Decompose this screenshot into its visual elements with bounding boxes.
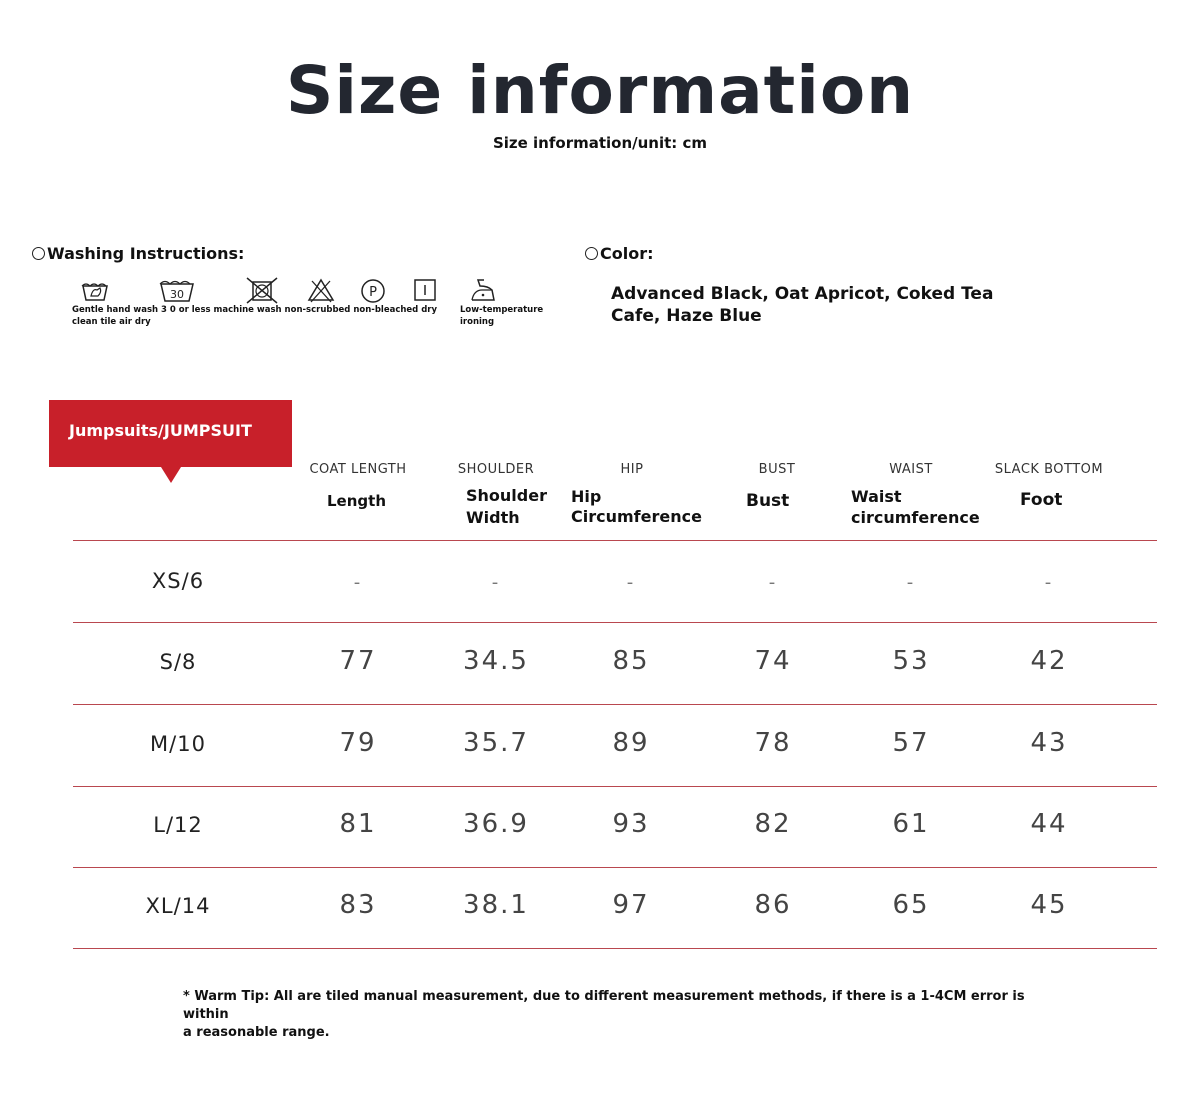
table-cell: 57 <box>892 728 930 758</box>
page-subtitle: Size information/unit: cm <box>492 134 708 152</box>
washing-text-line2: clean tile air dry <box>72 317 151 327</box>
category-tag: Jumpsuits/JUMPSUIT <box>49 400 292 467</box>
table-cell: 89 <box>612 728 650 758</box>
table-cell: 44 <box>1030 809 1068 839</box>
table-cell: - <box>353 572 363 593</box>
washing-icons <box>72 276 562 336</box>
row-size-label: XL/14 <box>145 894 211 918</box>
svg-text:30: 30 <box>170 288 184 301</box>
divider-line <box>73 540 1157 541</box>
col-head-coat-length: COAT LENGTH <box>309 462 407 477</box>
table-cell: 36.9 <box>463 809 529 839</box>
tag-pointer <box>161 467 181 483</box>
table-cell: 45 <box>1030 890 1068 920</box>
col-sub-hip-1: Hip <box>571 487 602 506</box>
table-cell: - <box>768 572 778 593</box>
iron-text-line2: ironing <box>460 317 495 327</box>
table-cell: 85 <box>612 646 650 676</box>
no-tumble-scrub-icon <box>244 276 280 304</box>
table-cell: 86 <box>754 890 792 920</box>
no-bleach-icon <box>306 276 336 304</box>
row-size-label: M/10 <box>150 732 206 756</box>
bullet-circle-icon <box>585 247 598 260</box>
table-cell: 34.5 <box>463 646 529 676</box>
table-cell: 82 <box>754 809 792 839</box>
col-sub-length: Length <box>327 492 386 510</box>
col-head-hip: HIP <box>620 462 644 477</box>
warm-tip <box>183 988 1043 1042</box>
col-sub-waist-2: circumference <box>851 508 980 527</box>
divider-line <box>73 867 1157 868</box>
table-cell: 61 <box>892 809 930 839</box>
table-cell: - <box>626 572 636 593</box>
table-cell: - <box>906 572 916 593</box>
col-sub-foot: Foot <box>1020 490 1063 510</box>
line-dry-icon <box>410 276 440 304</box>
col-head-slack-bottom: SLACK BOTTOM <box>994 462 1104 477</box>
washing-text-line1: Gentle hand wash 3 0 or less machine wash non-scrubbed non-bleached dry <box>72 305 438 315</box>
col-head-bust: BUST <box>758 462 796 477</box>
col-head-shoulder: SHOULDER <box>457 462 535 477</box>
col-sub-bust: Bust <box>746 491 790 511</box>
warm-tip-line2: a reasonable range. <box>183 1025 330 1040</box>
dry-clean-p-icon <box>358 276 388 304</box>
table-cell: 97 <box>612 890 650 920</box>
table-cell: 43 <box>1030 728 1068 758</box>
divider-line <box>73 948 1157 949</box>
table-cell: 65 <box>892 890 930 920</box>
table-cell: 78 <box>754 728 792 758</box>
table-cell: 93 <box>612 809 650 839</box>
washing-label <box>32 244 244 263</box>
table-cell: 79 <box>339 728 377 758</box>
table-cell: 81 <box>339 809 377 839</box>
table-cell: 53 <box>892 646 930 676</box>
low-temperature-iron-icon <box>468 276 498 304</box>
hand-wash-icon <box>80 276 110 304</box>
divider-line <box>73 786 1157 787</box>
col-sub-shoulder-2: Width <box>466 508 520 527</box>
machine-wash-30-icon <box>158 276 196 304</box>
color-value: Advanced Black, Oat Apricot, Coked Tea Cafe, Haze Blue <box>611 284 994 326</box>
row-size-label: XS/6 <box>151 569 205 593</box>
warm-tip-line1: * Warm Tip: All are tiled manual measurement, due to different measurement methods, if there is a 1-4CM error is within <box>183 989 1025 1022</box>
row-size-label: S/8 <box>159 650 197 674</box>
divider-line <box>73 622 1157 623</box>
page-title: Size information <box>285 52 915 129</box>
table-cell: - <box>491 572 501 593</box>
table-cell: 35.7 <box>463 728 529 758</box>
color-label <box>585 244 654 263</box>
col-sub-shoulder-1: Shoulder <box>466 486 547 505</box>
table-cell: 42 <box>1030 646 1068 676</box>
color-label-text: Color: <box>600 244 654 263</box>
row-size-label: L/12 <box>153 813 203 837</box>
washing-label-text: Washing Instructions: <box>47 244 245 263</box>
col-sub-hip-2: Circumference <box>571 507 702 526</box>
iron-text-line1: Low-temperature <box>460 305 544 315</box>
col-head-waist: WAIST <box>889 462 933 477</box>
svg-text:P: P <box>369 285 377 300</box>
table-cell: 38.1 <box>463 890 529 920</box>
table-cell: 77 <box>339 646 377 676</box>
col-sub-waist-1: Waist <box>851 487 902 506</box>
table-cell: 74 <box>754 646 792 676</box>
divider-line <box>73 704 1157 705</box>
bullet-circle-icon <box>32 247 45 260</box>
table-cell: - <box>1044 572 1054 593</box>
table-cell: 83 <box>339 890 377 920</box>
